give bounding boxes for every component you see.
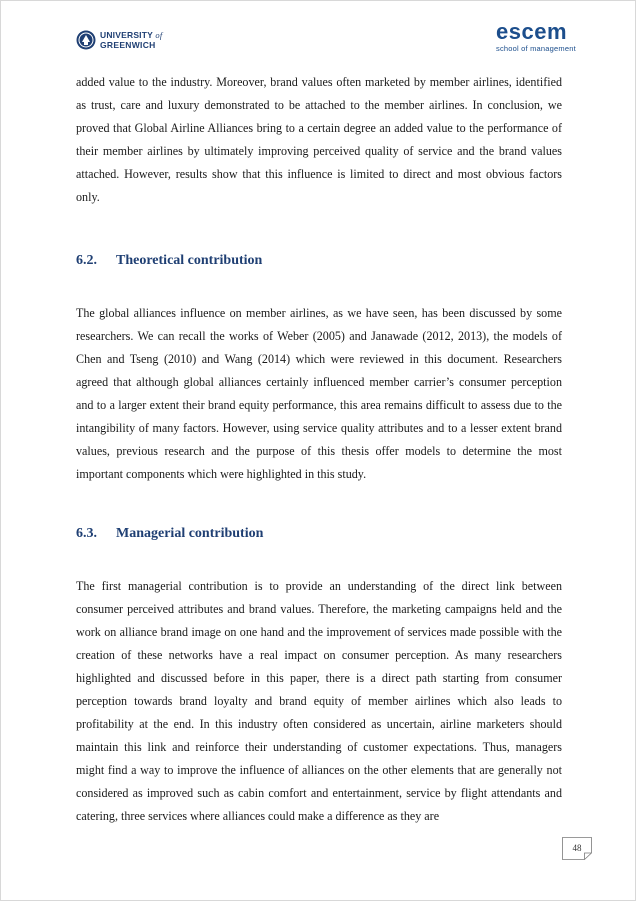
section-title: Theoretical contribution (116, 253, 263, 268)
paragraph-theoretical-contribution: The global alliances influence on member airlines, as we have seen, has been discussed by some researchers. We can recall the works of Weber (2005) and Janawade (2012, 2013), the models of Chen and Tseng (2010) and Wang (2014) which were reviewed in this document. Researchers agreed that although global alliances certainly influenced member carrier’s consumer perception and to a larger extent their brand equity performance, this area remains difficult to assess due to the intangibility of many factors. However, using service quality attributes and to a lesser extent brand values, previous research and the purpose of this thesis offer models to determine the most important components which were highlighted in this study. (76, 306, 562, 481)
escem-subtitle: school of management (496, 44, 576, 53)
paragraph-managerial-contribution: The first managerial contribution is to provide an understanding of the direct link between consumer perceived attributes and brand values. Therefore, the marketing campaigns held and the work on alliance brand image on one hand and the improvement of services made possible with the creation of these networks have a real impact on consumer perception. As many researchers highlighted and discussed before in this paper, there is a direct path starting from consumer perception towards brand loyalty and brand equity of member airlines which also leads to profitability at the end. In this industry often considered as uncertain, airline marketers should maintain this link and reinforce their understanding of customer expectations. Thus, managers might find a way to improve the influence of alliances on the other elements that are generally not considered as improved such as cabin comfort and entertainment, service by flight attendants and catering, three services where alliances could make a difference as they are (76, 579, 562, 823)
section-number: 6.3. (76, 526, 97, 541)
section-heading-6-2 (76, 253, 262, 269)
paragraph-conclusion: added value to the industry. Moreover, brand values often marketed by member airlines, identified as trust, care and luxury demonstrated to be attached to the member airlines. In conclusion, we proved that Global Airline Alliances bring to a certain degree an added value to the performance of their member airlines by ultimately improving perceived quality of service and the brand values attached. However, results show that this influence is limited to direct and most obvious factors only. (76, 75, 562, 204)
logo-line-greenwich: GREENWICH (100, 40, 156, 50)
logo-line-university: UNIVERSITY of (100, 30, 163, 40)
section-number: 6.2. (76, 253, 97, 268)
page-number-box (562, 837, 592, 860)
page-number: 48 (572, 843, 582, 853)
university-of-greenwich-logo (76, 29, 162, 51)
escem-wordmark: escem (496, 19, 568, 44)
section-title: Managerial contribution (116, 526, 264, 541)
greenwich-crest-icon (76, 29, 96, 51)
section-heading-6-3 (76, 526, 263, 542)
escem-logo (496, 21, 576, 53)
